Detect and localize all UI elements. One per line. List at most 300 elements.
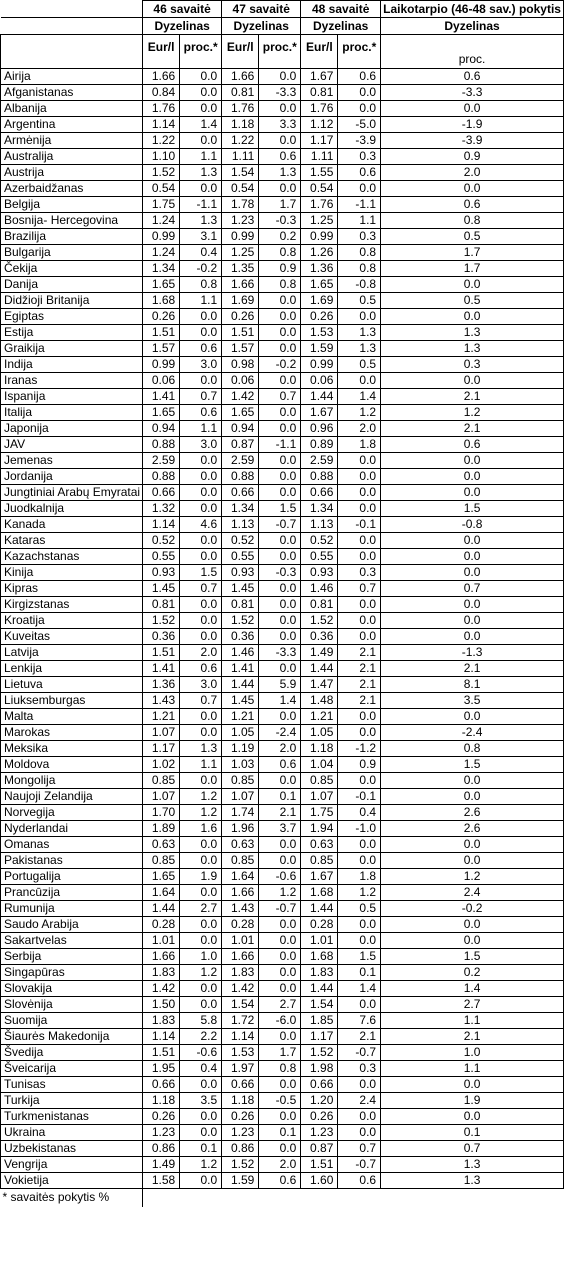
country-name: Didžioji Britanija <box>1 293 143 309</box>
country-name: Ispanija <box>1 389 143 405</box>
price-week-47: 0.85 <box>222 773 259 789</box>
price-week-48: 1.53 <box>301 325 338 341</box>
table-row <box>1 245 564 261</box>
header-week-47: 47 savaitė <box>222 1 301 18</box>
country-name: Švedija <box>1 1045 143 1061</box>
change-week-46: 0.0 <box>180 549 222 565</box>
country-name: Ukraina <box>1 1125 143 1141</box>
change-week-47: 0.9 <box>259 261 301 277</box>
price-week-48: 0.81 <box>301 597 338 613</box>
change-week-48: 0.5 <box>338 293 381 309</box>
change-week-47: 1.5 <box>259 501 301 517</box>
period-change: 0.1 <box>381 1125 564 1141</box>
price-week-46: 1.22 <box>143 133 180 149</box>
price-week-48: 0.54 <box>301 181 338 197</box>
price-week-46: 1.07 <box>143 725 180 741</box>
change-week-47: 0.0 <box>259 773 301 789</box>
change-week-48: -1.2 <box>338 741 381 757</box>
change-week-48: 0.0 <box>338 597 381 613</box>
period-change: 0.5 <box>381 293 564 309</box>
price-week-46: 1.14 <box>143 117 180 133</box>
table-row <box>1 309 564 325</box>
price-week-47: 1.54 <box>222 165 259 181</box>
change-week-47: 0.0 <box>259 469 301 485</box>
change-week-48: 2.1 <box>338 645 381 661</box>
price-week-46: 0.84 <box>143 85 180 101</box>
change-week-48: 0.0 <box>338 773 381 789</box>
price-week-46: 1.10 <box>143 149 180 165</box>
change-week-46: 0.0 <box>180 373 222 389</box>
period-change: 0.0 <box>381 277 564 293</box>
change-week-47: 0.0 <box>259 965 301 981</box>
period-change: 2.6 <box>381 821 564 837</box>
table-row <box>1 213 564 229</box>
change-week-47: 0.0 <box>259 533 301 549</box>
table-row <box>1 1093 564 1109</box>
header-eur-46: Eur/l <box>143 35 180 69</box>
change-week-47: 0.0 <box>259 917 301 933</box>
change-week-46: -1.1 <box>180 197 222 213</box>
change-week-46: 0.0 <box>180 885 222 901</box>
price-week-46: 1.44 <box>143 901 180 917</box>
price-week-46: 1.75 <box>143 197 180 213</box>
table-row <box>1 437 564 453</box>
table-row <box>1 917 564 933</box>
change-week-48: 0.0 <box>338 453 381 469</box>
price-week-48: 1.51 <box>301 1157 338 1173</box>
change-week-47: -3.3 <box>259 645 301 661</box>
table-row <box>1 1173 564 1189</box>
table-row <box>1 1045 564 1061</box>
price-week-47: 0.52 <box>222 533 259 549</box>
price-week-48: 1.59 <box>301 341 338 357</box>
change-week-47: 0.0 <box>259 837 301 853</box>
table-row <box>1 549 564 565</box>
price-week-48: 0.96 <box>301 421 338 437</box>
country-name: Šveicarija <box>1 1061 143 1077</box>
price-week-46: 1.83 <box>143 965 180 981</box>
change-week-47: 0.6 <box>259 757 301 773</box>
price-week-48: 0.66 <box>301 485 338 501</box>
price-week-48: 1.04 <box>301 757 338 773</box>
change-week-46: 1.5 <box>180 565 222 581</box>
period-change: 0.0 <box>381 181 564 197</box>
period-change: 2.6 <box>381 805 564 821</box>
change-week-46: 5.8 <box>180 1013 222 1029</box>
change-week-46: 0.0 <box>180 133 222 149</box>
period-change: 1.1 <box>381 1013 564 1029</box>
price-week-47: 0.54 <box>222 181 259 197</box>
change-week-46: 0.7 <box>180 389 222 405</box>
price-week-46: 1.66 <box>143 949 180 965</box>
table-row <box>1 485 564 501</box>
table-row <box>1 613 564 629</box>
price-week-48: 0.66 <box>301 1077 338 1093</box>
header-week-48: 48 savaitė <box>301 1 381 18</box>
change-week-46: 0.0 <box>180 773 222 789</box>
country-name: Omanas <box>1 837 143 853</box>
change-week-46: 0.1 <box>180 1141 222 1157</box>
header-fuel-48: Dyzelinas <box>301 18 381 35</box>
price-week-48: 1.01 <box>301 933 338 949</box>
price-week-48: 2.59 <box>301 453 338 469</box>
price-week-47: 1.74 <box>222 805 259 821</box>
price-week-46: 1.57 <box>143 341 180 357</box>
table-row <box>1 1141 564 1157</box>
country-name: Norvegija <box>1 805 143 821</box>
price-week-48: 0.85 <box>301 853 338 869</box>
price-week-48: 0.89 <box>301 437 338 453</box>
price-week-48: 0.87 <box>301 1141 338 1157</box>
country-name: Graikija <box>1 341 143 357</box>
price-week-46: 0.88 <box>143 469 180 485</box>
price-week-46: 1.49 <box>143 1157 180 1173</box>
price-week-48: 1.23 <box>301 1125 338 1141</box>
price-week-46: 1.21 <box>143 709 180 725</box>
change-week-48: 2.0 <box>338 421 381 437</box>
price-week-46: 1.89 <box>143 821 180 837</box>
country-name: Vokietija <box>1 1173 143 1189</box>
price-week-48: 1.69 <box>301 293 338 309</box>
period-change: 0.5 <box>381 229 564 245</box>
change-week-48: 0.8 <box>338 245 381 261</box>
change-week-46: 0.0 <box>180 981 222 997</box>
price-week-46: 1.14 <box>143 1029 180 1045</box>
change-week-47: 0.0 <box>259 405 301 421</box>
price-week-46: 0.99 <box>143 357 180 373</box>
change-week-46: 0.6 <box>180 341 222 357</box>
change-week-47: 0.0 <box>259 181 301 197</box>
price-week-47: 1.23 <box>222 213 259 229</box>
period-change: 0.0 <box>381 1109 564 1125</box>
price-week-46: 0.26 <box>143 1109 180 1125</box>
country-name: Japonija <box>1 421 143 437</box>
change-week-48: 0.0 <box>338 725 381 741</box>
period-change: 0.0 <box>381 837 564 853</box>
change-week-47: 0.0 <box>259 309 301 325</box>
price-week-48: 1.83 <box>301 965 338 981</box>
change-week-47: -0.7 <box>259 517 301 533</box>
period-change: 0.0 <box>381 373 564 389</box>
header-row-fuel <box>1 18 564 35</box>
price-week-46: 2.59 <box>143 453 180 469</box>
price-week-47: 1.52 <box>222 1157 259 1173</box>
country-name: Kuveitas <box>1 629 143 645</box>
country-name: Pakistanas <box>1 853 143 869</box>
change-week-48: 0.4 <box>338 805 381 821</box>
change-week-46: 1.3 <box>180 213 222 229</box>
change-week-48: 0.0 <box>338 373 381 389</box>
change-week-48: 7.6 <box>338 1013 381 1029</box>
footnote-row <box>1 1189 564 1207</box>
price-week-48: 1.18 <box>301 741 338 757</box>
price-week-46: 0.86 <box>143 1141 180 1157</box>
period-change: 0.0 <box>381 709 564 725</box>
table-row <box>1 341 564 357</box>
change-week-48: 0.0 <box>338 1109 381 1125</box>
change-week-47: 0.0 <box>259 597 301 613</box>
change-week-47: 0.1 <box>259 789 301 805</box>
country-name: Kataras <box>1 533 143 549</box>
period-change: 0.9 <box>381 149 564 165</box>
table-row <box>1 149 564 165</box>
header-week-46: 46 savaitė <box>143 1 222 18</box>
period-change: 0.7 <box>381 581 564 597</box>
price-week-48: 0.85 <box>301 773 338 789</box>
country-name: Kroatija <box>1 613 143 629</box>
country-name: Šiaurės Makedonija <box>1 1029 143 1045</box>
country-name: Albanija <box>1 101 143 117</box>
price-week-46: 0.55 <box>143 549 180 565</box>
price-week-46: 1.24 <box>143 213 180 229</box>
table-row <box>1 901 564 917</box>
period-change: 0.0 <box>381 597 564 613</box>
header-row-weeks <box>1 1 564 18</box>
change-week-47: 0.0 <box>259 933 301 949</box>
price-week-48: 1.34 <box>301 501 338 517</box>
price-week-46: 1.07 <box>143 789 180 805</box>
period-change: 1.3 <box>381 341 564 357</box>
table-row <box>1 1061 564 1077</box>
price-week-48: 1.65 <box>301 277 338 293</box>
header-eur-47: Eur/l <box>222 35 259 69</box>
header-proc-period: proc. <box>381 35 564 69</box>
price-week-48: 0.81 <box>301 85 338 101</box>
change-week-46: 1.2 <box>180 789 222 805</box>
table-row <box>1 885 564 901</box>
price-week-47: 1.66 <box>222 69 259 85</box>
price-week-48: 0.93 <box>301 565 338 581</box>
price-week-48: 1.12 <box>301 117 338 133</box>
period-change: 0.0 <box>381 101 564 117</box>
period-change: 3.5 <box>381 693 564 709</box>
country-name: Brazilija <box>1 229 143 245</box>
price-week-46: 1.51 <box>143 1045 180 1061</box>
change-week-47: 0.7 <box>259 389 301 405</box>
country-name: Moldova <box>1 757 143 773</box>
country-name: Azerbaidžanas <box>1 181 143 197</box>
change-week-48: -5.0 <box>338 117 381 133</box>
change-week-48: 2.1 <box>338 1029 381 1045</box>
table-row <box>1 645 564 661</box>
period-change: 0.6 <box>381 69 564 85</box>
price-week-48: 1.25 <box>301 213 338 229</box>
period-change: 2.1 <box>381 1029 564 1045</box>
price-week-46: 1.42 <box>143 981 180 997</box>
change-week-47: 0.8 <box>259 1061 301 1077</box>
change-week-46: 3.1 <box>180 229 222 245</box>
period-change: 0.0 <box>381 853 564 869</box>
footnote-filler <box>143 1189 564 1207</box>
period-change: -0.2 <box>381 901 564 917</box>
change-week-47: 0.0 <box>259 629 301 645</box>
change-week-47: 0.0 <box>259 581 301 597</box>
change-week-48: 2.1 <box>338 693 381 709</box>
price-week-48: 1.67 <box>301 69 338 85</box>
period-change: 0.8 <box>381 741 564 757</box>
header-country-cell <box>1 35 143 69</box>
table-row <box>1 853 564 869</box>
price-week-48: 1.94 <box>301 821 338 837</box>
country-name: Singapūras <box>1 965 143 981</box>
table-row <box>1 229 564 245</box>
country-name: Suomija <box>1 1013 143 1029</box>
table-row <box>1 181 564 197</box>
change-week-48: -3.9 <box>338 133 381 149</box>
price-week-48: 1.47 <box>301 677 338 693</box>
change-week-48: 0.0 <box>338 85 381 101</box>
country-name: Naujoji Zelandija <box>1 789 143 805</box>
header-fuel-period: Dyzelinas <box>381 18 564 35</box>
change-week-48: 1.4 <box>338 981 381 997</box>
change-week-47: 1.7 <box>259 197 301 213</box>
price-week-47: 1.66 <box>222 277 259 293</box>
price-week-47: 1.05 <box>222 725 259 741</box>
price-week-46: 1.41 <box>143 389 180 405</box>
change-week-46: 0.0 <box>180 597 222 613</box>
change-week-47: 3.3 <box>259 117 301 133</box>
price-week-47: 1.72 <box>222 1013 259 1029</box>
change-week-47: 1.3 <box>259 165 301 181</box>
table-row <box>1 197 564 213</box>
price-week-47: 1.57 <box>222 341 259 357</box>
price-week-46: 1.32 <box>143 501 180 517</box>
change-week-47: 2.0 <box>259 1157 301 1173</box>
change-week-46: 1.2 <box>180 805 222 821</box>
period-change: 2.1 <box>381 389 564 405</box>
price-week-47: 0.66 <box>222 1077 259 1093</box>
price-week-46: 1.83 <box>143 1013 180 1029</box>
price-week-48: 1.49 <box>301 645 338 661</box>
price-week-46: 0.99 <box>143 229 180 245</box>
header-fuel-47: Dyzelinas <box>222 18 301 35</box>
table-row <box>1 757 564 773</box>
country-name: Turkmenistanas <box>1 1109 143 1125</box>
price-week-46: 1.23 <box>143 1125 180 1141</box>
change-week-48: 0.0 <box>338 1125 381 1141</box>
price-week-46: 1.66 <box>143 69 180 85</box>
change-week-46: 1.3 <box>180 741 222 757</box>
price-week-47: 1.23 <box>222 1125 259 1141</box>
change-week-46: 0.0 <box>180 501 222 517</box>
price-week-48: 0.28 <box>301 917 338 933</box>
price-week-48: 1.52 <box>301 613 338 629</box>
change-week-46: 2.0 <box>180 645 222 661</box>
change-week-48: 1.2 <box>338 885 381 901</box>
period-change: 1.4 <box>381 981 564 997</box>
change-week-48: 1.8 <box>338 437 381 453</box>
change-week-48: 0.0 <box>338 933 381 949</box>
period-change: -1.9 <box>381 117 564 133</box>
change-week-48: 0.0 <box>338 501 381 517</box>
change-week-48: 0.3 <box>338 565 381 581</box>
period-change: 0.0 <box>381 565 564 581</box>
period-change: -3.9 <box>381 133 564 149</box>
change-week-48: -0.1 <box>338 517 381 533</box>
price-week-47: 0.85 <box>222 853 259 869</box>
table-row <box>1 117 564 133</box>
change-week-47: 1.7 <box>259 1045 301 1061</box>
period-change: 0.8 <box>381 213 564 229</box>
price-week-46: 1.43 <box>143 693 180 709</box>
change-week-47: 0.6 <box>259 1173 301 1189</box>
country-name: Iranas <box>1 373 143 389</box>
price-week-48: 1.20 <box>301 1093 338 1109</box>
change-week-48: 0.5 <box>338 357 381 373</box>
price-week-48: 1.75 <box>301 805 338 821</box>
table-row <box>1 773 564 789</box>
price-week-47: 0.06 <box>222 373 259 389</box>
period-change: 0.0 <box>381 309 564 325</box>
table-row <box>1 469 564 485</box>
change-week-46: 1.4 <box>180 117 222 133</box>
change-week-46: 0.6 <box>180 661 222 677</box>
period-change: 1.5 <box>381 757 564 773</box>
price-week-47: 0.88 <box>222 469 259 485</box>
price-week-48: 1.76 <box>301 101 338 117</box>
period-change: 1.5 <box>381 949 564 965</box>
price-week-46: 1.76 <box>143 101 180 117</box>
change-week-46: 0.7 <box>180 693 222 709</box>
price-week-46: 0.52 <box>143 533 180 549</box>
change-week-48: 0.6 <box>338 1173 381 1189</box>
price-week-48: 1.68 <box>301 949 338 965</box>
change-week-47: 0.8 <box>259 245 301 261</box>
price-week-47: 1.18 <box>222 117 259 133</box>
period-change: 2.4 <box>381 885 564 901</box>
period-change: 0.7 <box>381 1141 564 1157</box>
price-week-46: 0.06 <box>143 373 180 389</box>
table-row <box>1 997 564 1013</box>
price-week-48: 0.26 <box>301 1109 338 1125</box>
change-week-46: 0.0 <box>180 309 222 325</box>
table-row <box>1 837 564 853</box>
change-week-47: 0.2 <box>259 229 301 245</box>
period-change: 0.6 <box>381 437 564 453</box>
table-row <box>1 261 564 277</box>
price-week-47: 0.94 <box>222 421 259 437</box>
country-name: Liuksemburgas <box>1 693 143 709</box>
change-week-46: 3.0 <box>180 677 222 693</box>
table-row <box>1 677 564 693</box>
change-week-48: 1.3 <box>338 341 381 357</box>
country-name: Danija <box>1 277 143 293</box>
country-name: Egiptas <box>1 309 143 325</box>
price-week-47: 1.45 <box>222 693 259 709</box>
header-proc-46: proc.* <box>180 35 222 69</box>
price-week-46: 1.52 <box>143 165 180 181</box>
change-week-47: -0.6 <box>259 869 301 885</box>
table-row <box>1 325 564 341</box>
country-name: Estija <box>1 325 143 341</box>
country-name: Turkija <box>1 1093 143 1109</box>
price-week-46: 0.54 <box>143 181 180 197</box>
price-week-47: 1.52 <box>222 613 259 629</box>
change-week-48: 0.0 <box>338 853 381 869</box>
change-week-46: 0.0 <box>180 1125 222 1141</box>
price-week-48: 0.99 <box>301 357 338 373</box>
change-week-47: -0.7 <box>259 901 301 917</box>
change-week-46: 3.0 <box>180 357 222 373</box>
table-row <box>1 517 564 533</box>
change-week-48: 0.7 <box>338 581 381 597</box>
change-week-47: 0.0 <box>259 549 301 565</box>
change-week-46: 0.0 <box>180 709 222 725</box>
change-week-47: 0.0 <box>259 325 301 341</box>
price-week-46: 1.52 <box>143 613 180 629</box>
header-proc-48: proc.* <box>338 35 381 69</box>
change-week-46: 4.6 <box>180 517 222 533</box>
